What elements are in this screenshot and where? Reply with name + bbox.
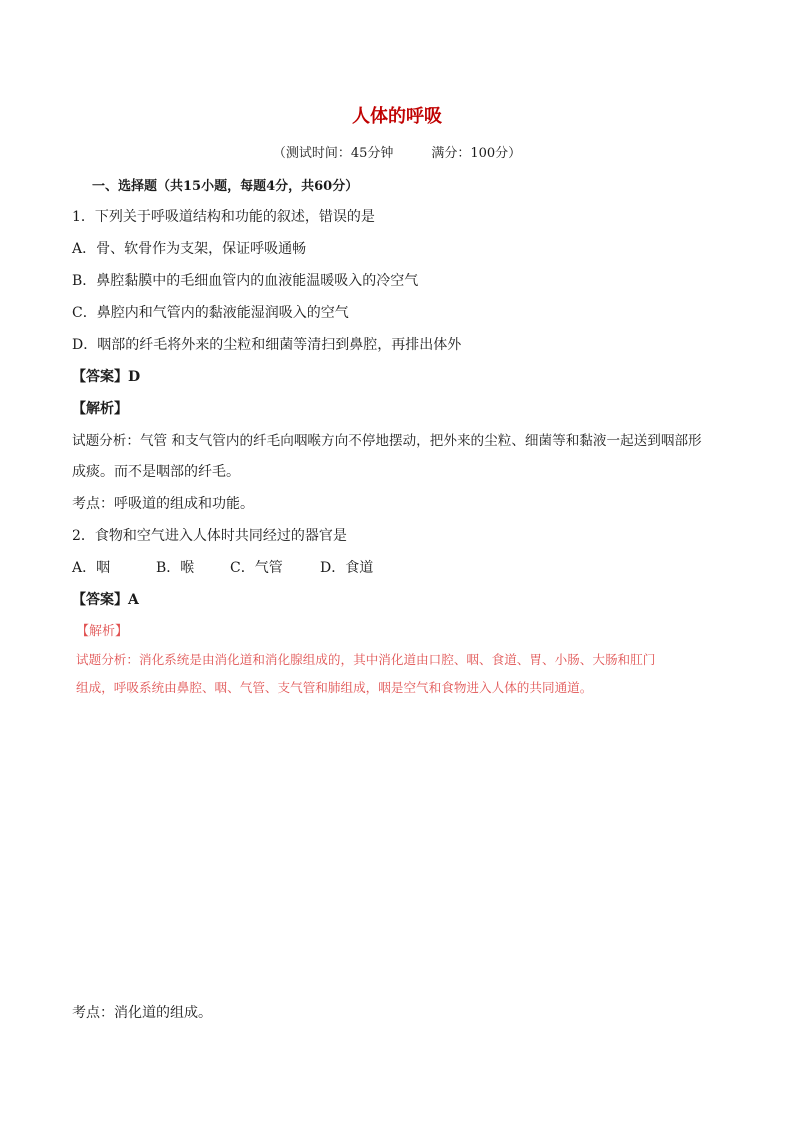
question-1-option-d: D．咽部的纤毛将外来的尘粒和细菌等清扫到鼻腔，再排出体外 <box>72 337 462 353</box>
question-1-analysis-line-1: 试题分析：气管 和支气管内的纤毛向咽喉方向不停地摆动，把外来的尘粒、细菌等和黏液一起送到咽部形 <box>72 433 702 449</box>
question-1-option-a: A．骨、软骨作为支架，保证呼吸通畅 <box>72 241 307 257</box>
question-1-answer: 【答案】D <box>72 369 141 385</box>
question-2-stem: 2．食物和空气进入人体时共同经过的器官是 <box>72 528 347 544</box>
question-1-analysis-label: 【解析】 <box>72 401 128 417</box>
question-2-analysis-line-2: 组成，呼吸系统由鼻腔、咽、气管、支气管和肺组成，咽是空气和食物进入人体的共同通道。 <box>76 680 593 695</box>
section-heading: 一、选择题（共15小题，每题4分，共60分） <box>92 179 359 194</box>
question-2-option-c: C．气管 <box>230 560 283 576</box>
question-1-point: 考点：呼吸道的组成和功能。 <box>72 496 254 512</box>
question-2-options <box>72 559 373 577</box>
question-2-option-a: A．咽 <box>72 560 111 576</box>
page-title: 人体的呼吸 <box>352 106 442 127</box>
question-2-analysis-line-1: 试题分析：消化系统是由消化道和消化腺组成的，其中消化道由口腔、咽、食道、胃、小肠、大肠和肛门 <box>76 652 656 667</box>
question-1-analysis-line-2: 成痰。而不是咽部的纤毛。 <box>72 464 240 480</box>
question-1-stem: 1．下列关于呼吸道结构和功能的叙述，错误的是 <box>72 209 375 225</box>
test-info <box>0 145 794 163</box>
question-2-point: 考点：消化道的组成。 <box>72 1005 212 1021</box>
question-1-option-b: B．鼻腔黏膜中的毛细血管内的血液能温暖吸入的冷空气 <box>72 273 419 289</box>
test-time: （测试时间：45分钟 <box>272 146 394 161</box>
question-2-answer: 【答案】A <box>72 592 139 608</box>
question-2-analysis-label: 【解析】 <box>76 624 129 639</box>
question-2-option-d: D．食道 <box>320 560 374 576</box>
question-1-option-c: C．鼻腔内和气管内的黏液能湿润吸入的空气 <box>72 305 349 321</box>
full-score: 满分：100分） <box>431 146 522 161</box>
question-2-option-b: B．喉 <box>156 560 195 576</box>
